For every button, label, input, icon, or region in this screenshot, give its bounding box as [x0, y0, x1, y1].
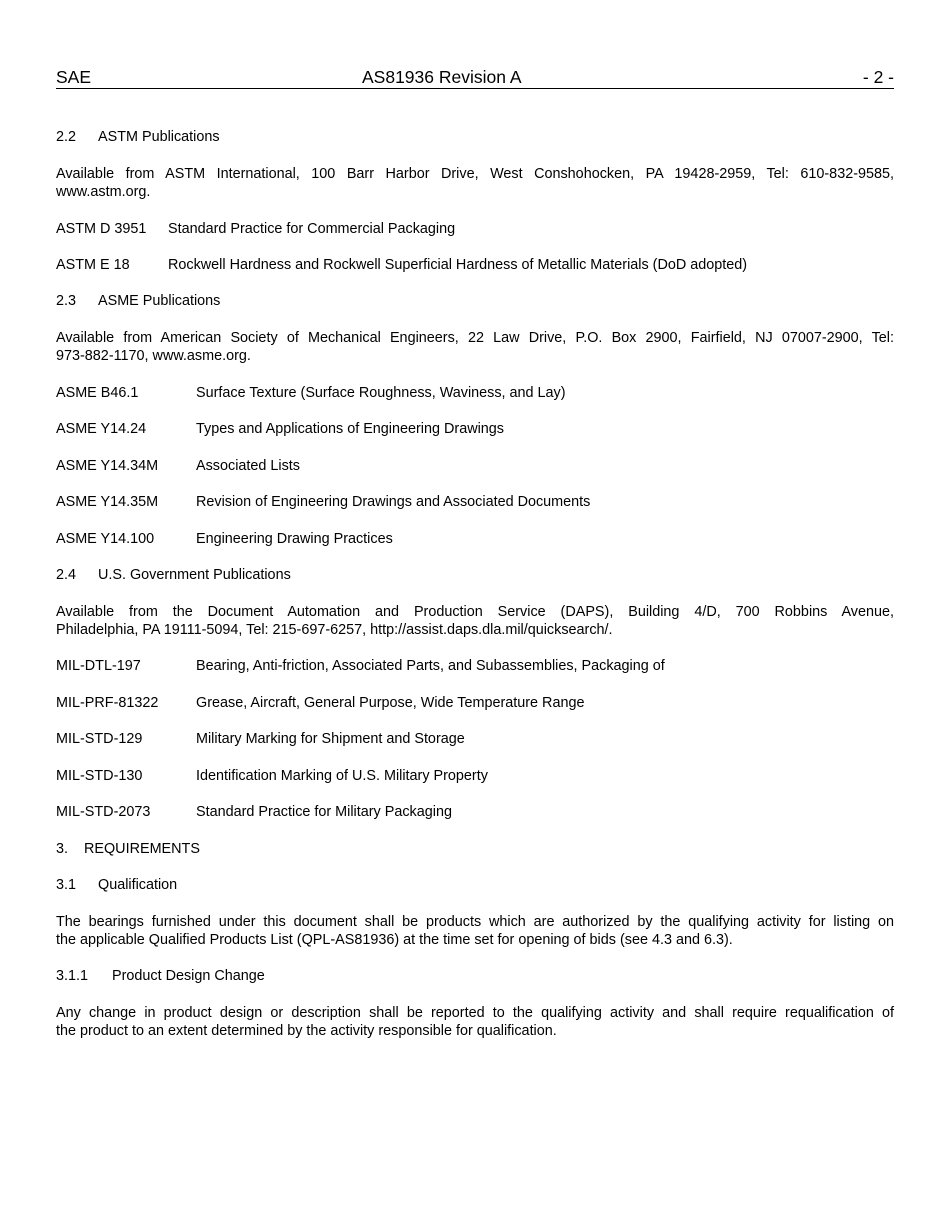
reference-code: ASTM D 3951: [56, 221, 147, 237]
header-org: SAE: [56, 67, 92, 87]
section-title: ASME Publications: [98, 293, 221, 309]
reference-item: [56, 420, 894, 438]
section-title: U.S. Government Publications: [98, 567, 291, 583]
reference-title: Engineering Drawing Practices: [196, 531, 393, 547]
reference-item: [56, 694, 894, 712]
reference-item: [56, 530, 894, 548]
reference-title: Types and Applications of Engineering Drawings: [196, 421, 504, 437]
section-number: 3.1.1: [56, 968, 89, 984]
reference-code: MIL-STD-129: [56, 731, 143, 747]
reference-item: [56, 493, 894, 511]
section-heading-asme: [56, 292, 894, 310]
reference-title: Rockwell Hardness and Rockwell Superficial Hardness of Metallic Materials (DoD adopted): [168, 257, 748, 273]
paragraph-line: Available from the Document Automation and Production Service (DAPS), Building 4/D, 700 Robbins Avenue,: [56, 604, 894, 620]
paragraph-line: Available from ASTM International, 100 Barr Harbor Drive, West Conshohocken, PA 19428-2959, Tel: 610-832-9585,: [56, 166, 894, 182]
section-number: 2.4: [56, 567, 77, 583]
reference-title: Military Marking for Shipment and Storage: [196, 731, 465, 747]
header-page-number: - 2 -: [862, 67, 894, 87]
paragraph-line: Philadelphia, PA 19111-5094, Tel: 215-697-6257, http://assist.daps.dla.mil/quicksearch/.: [56, 622, 613, 638]
section-heading-astm: [56, 128, 894, 146]
section-heading-qualification: [56, 876, 894, 894]
reference-code: MIL-PRF-81322: [56, 695, 159, 711]
section-number: 2.2: [56, 129, 77, 145]
reference-code: ASME B46.1: [56, 385, 139, 401]
reference-code: ASME Y14.100: [56, 531, 155, 547]
reference-item: [56, 803, 894, 821]
reference-code: ASTM E 18: [56, 257, 130, 273]
reference-item: [56, 256, 894, 274]
paragraph-line: Available from American Society of Mechanical Engineers, 22 Law Drive, P.O. Box 2900, Fairfield, NJ 07007-2900, Tel:: [56, 330, 894, 346]
reference-code: MIL-DTL-197: [56, 658, 141, 674]
section-heading-gov: [56, 566, 894, 584]
reference-item: [56, 767, 894, 785]
section-number: 3.1: [56, 877, 77, 893]
reference-code: ASME Y14.24: [56, 421, 147, 437]
reference-code: ASME Y14.35M: [56, 494, 159, 510]
paragraph-line: www.astm.org.: [56, 184, 151, 200]
reference-title: Revision of Engineering Drawings and Associated Documents: [196, 494, 591, 510]
paragraph-line: The bearings furnished under this document shall be products which are authorized by the qualifying activity for listing on: [56, 914, 894, 930]
reference-title: Bearing, Anti-friction, Associated Parts, and Subassemblies, Packaging of: [196, 658, 665, 674]
reference-item: [56, 384, 894, 402]
asme-availability-paragraph: [56, 329, 894, 365]
reference-code: ASME Y14.34M: [56, 458, 159, 474]
reference-title: Standard Practice for Military Packaging: [196, 804, 452, 820]
paragraph-line: the applicable Qualified Products List (QPL-AS81936) at the time set for opening of bids (see 4.3 and 6.3).: [56, 932, 733, 948]
reference-title: Standard Practice for Commercial Packaging: [168, 221, 456, 237]
paragraph-line: the product to an extent determined by the activity responsible for qualification.: [56, 1023, 557, 1039]
reference-item: [56, 220, 894, 238]
section-number: 3.: [56, 841, 69, 857]
reference-code: MIL-STD-2073: [56, 804, 151, 820]
section-title: REQUIREMENTS: [84, 841, 200, 857]
design-change-paragraph: [56, 1004, 894, 1040]
page-header: [56, 66, 894, 89]
section-title: Qualification: [98, 877, 178, 893]
section-heading-requirements: [56, 840, 894, 858]
reference-code: MIL-STD-130: [56, 768, 143, 784]
reference-title: Identification Marking of U.S. Military Property: [196, 768, 488, 784]
reference-title: Surface Texture (Surface Roughness, Waviness, and Lay): [196, 385, 566, 401]
reference-title: Associated Lists: [196, 458, 300, 474]
reference-item: [56, 657, 894, 675]
reference-item: [56, 730, 894, 748]
astm-availability-paragraph: [56, 165, 894, 201]
paragraph-line: Any change in product design or description shall be reported to the qualifying activity and shall require requalification of: [56, 1005, 894, 1021]
section-heading-design-change: [56, 967, 894, 985]
reference-title: Grease, Aircraft, General Purpose, Wide Temperature Range: [196, 695, 585, 711]
section-title: Product Design Change: [112, 968, 265, 984]
reference-item: [56, 457, 894, 475]
gov-availability-paragraph: [56, 603, 894, 639]
section-number: 2.3: [56, 293, 77, 309]
header-doc-id: AS81936 Revision A: [362, 67, 522, 87]
qualification-paragraph: [56, 913, 894, 949]
section-title: ASTM Publications: [98, 129, 220, 145]
paragraph-line: 973-882-1170, www.asme.org.: [56, 348, 251, 364]
